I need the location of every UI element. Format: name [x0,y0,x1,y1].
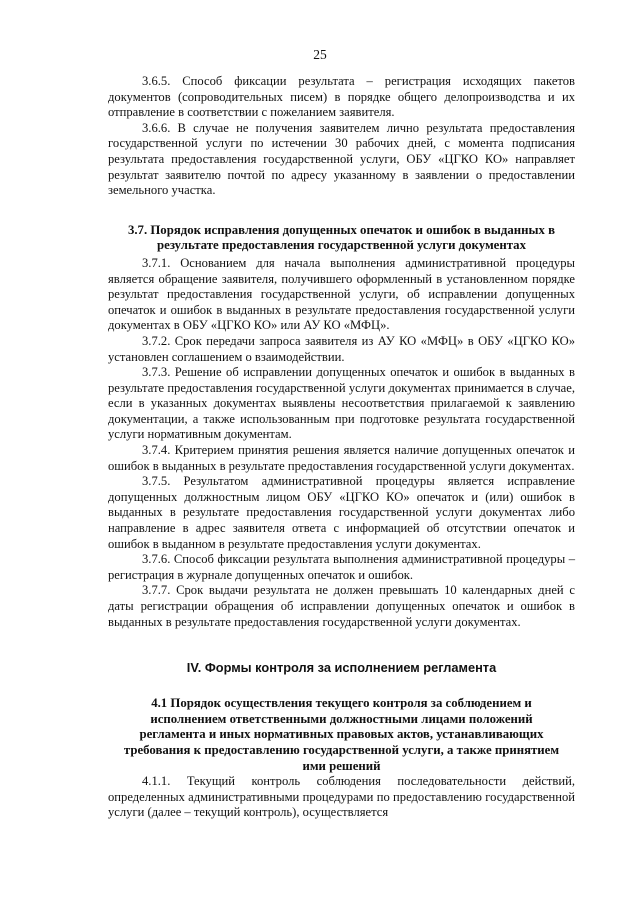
paragraph-3-7-6: 3.7.6. Способ фиксации результата выполнения административной процедуры – регистрация в журнале допущенных опечаток и ошибок. [108,552,575,582]
paragraph-3-7-2: 3.7.2. Срок передачи запроса заявителя из АУ КО «МФЦ» в ОБУ «ЦГКО КО» установлен соглашением о взаимодействии. [108,333,575,364]
heading-4-1: 4.1 Порядок осуществления текущего контроля за соблюдением и исполнением ответственными должностными лицами положений регламента и иных нормативных правовых актов, устанавливающих требования к предоставлению государственной услуги, а также принятием ими решений [123,696,560,773]
heading-3-7: 3.7. Порядок исправления допущенных опечаток и ошибок в выданных в результате предоставления государственной услуги документах [127,222,556,253]
paragraph-4-1-1: 4.1.1. Текущий контроль соблюдения последовательности действий, определенных административными процедурами по предоставлению государственной услуги (далее – текущий контроль), осуществляется [108,774,575,820]
page-content [108,74,575,821]
paragraph-3-7-1: 3.7.1. Основанием для начала выполнения административной процедуры является обращение заявителя, получившего оформленный в установленном порядке результат предоставления государственной услуги, об исправлении допущенных опечаток и ошибок в выданных в результате предоставления государственной услуги документах в ОБУ «ЦГКО КО» или АУ КО «МФЦ». [108,255,575,333]
paragraph-3-6-5: 3.6.5. Способ фиксации результата – регистрация исходящих пакетов документов (сопроводительных писем) в порядке общего делопроизводства и их отправление в соответствии с пожеланием заявителя. [108,74,575,120]
paragraph-3-7-5: 3.7.5. Результатом административной процедуры является исправление допущенных должностным лицом ОБУ «ЦГКО КО» опечаток и (или) ошибок в выданных в результате предоставления государственной услуги документах либо направление в адрес заявителя ответа с информацией об отсутствии опечаток и ошибок в выданном в результате предоставления услуги документах. [108,474,575,551]
paragraph-3-7-3: 3.7.3. Решение об исправлении допущенных опечаток и ошибок в выданных в результате предоставления государственной услуги документах принимается в случае, если в указанных документах выявлены несоответствия прилагаемой к заявлению документации, а также использованным при подготовке результата государственной услуги нормативным документам. [108,365,575,442]
paragraph-3-7-4: 3.7.4. Критерием принятия решения является наличие допущенных опечаток и ошибок в выданных в результате предоставления государственной услуги документах. [108,443,575,473]
paragraph-3-7-7: 3.7.7. Срок выдачи результата не должен превышать 10 календарных дней с даты регистрации обращения об исправлении допущенных опечаток и ошибок в выданных в результате предоставления государственной услуги документах. [108,583,575,629]
paragraph-3-6-6: 3.6.6. В случае не получения заявителем лично результата предоставления государственной услуги по истечении 30 рабочих дней, с момента подписания результата предоставления государственной услуги, ОБУ «ЦГКО КО» направляет результат заявителю почтой по адресу указанному в заявлении о предоставлении земельного участка. [108,120,575,198]
section-title-iv: IV. Формы контроля за исполнением регламента [186,660,497,676]
page-number: 25 [313,47,327,62]
